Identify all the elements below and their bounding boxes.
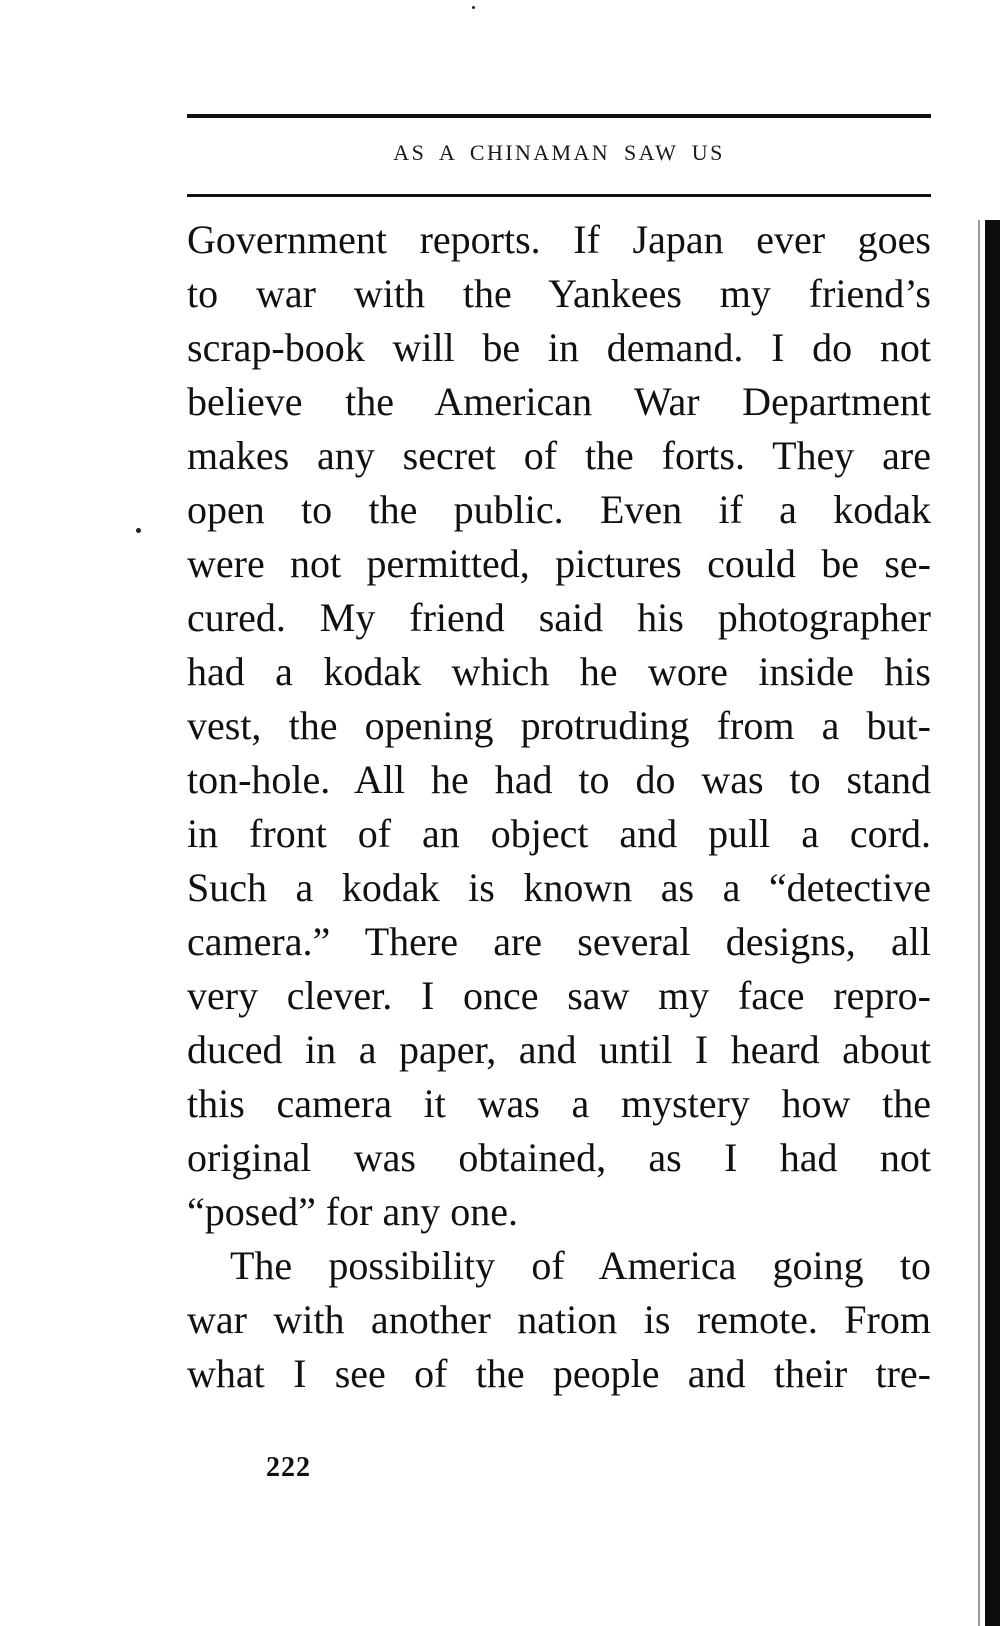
text-line: to war with the Yankees my friend’s xyxy=(187,271,931,316)
text-line: this camera it was a mystery how the xyxy=(187,1081,931,1126)
text-line: Government reports. If Japan ever goes xyxy=(187,217,931,262)
text-line: scrap-book will be in demand. I do not xyxy=(187,325,931,370)
scan-speck xyxy=(472,6,475,9)
text-line: “posed” for any one. xyxy=(187,1189,518,1234)
text-line: original was obtained, as I had not xyxy=(187,1135,931,1180)
scan-edge-line xyxy=(978,220,980,1626)
running-head: AS A CHINAMAN SAW US xyxy=(393,140,725,165)
scan-edge-shadow xyxy=(985,220,1000,1626)
text-line: makes any secret of the forts. They are xyxy=(187,433,931,478)
scan-speck xyxy=(136,528,141,533)
header-rule-bottom xyxy=(187,194,931,197)
text-line: believe the American War Department xyxy=(187,379,931,424)
text-line: camera.” There are several designs, all xyxy=(187,919,931,964)
text-line: what I see of the people and their tre- xyxy=(187,1351,931,1396)
text-line: war with another nation is remote. From xyxy=(187,1297,931,1342)
page-number: 222 xyxy=(266,1452,311,1483)
text-line: The possibility of America going to xyxy=(230,1243,931,1288)
text-line: duced in a paper, and until I heard about xyxy=(187,1027,931,1072)
text-line: Such a kodak is known as a “detective xyxy=(187,865,931,910)
text-line: in front of an object and pull a cord. xyxy=(187,811,931,856)
text-line: cured. My friend said his photographer xyxy=(187,595,931,640)
text-line: had a kodak which he wore inside his xyxy=(187,649,931,694)
text-line: very clever. I once saw my face repro- xyxy=(187,973,931,1018)
header-rule-top xyxy=(187,114,931,118)
text-line: open to the public. Even if a kodak xyxy=(187,487,931,532)
text-line: were not permitted, pictures could be se- xyxy=(187,541,931,586)
text-line: ton-hole. All he had to do was to stand xyxy=(187,757,931,802)
text-line: vest, the opening protruding from a but- xyxy=(187,703,931,748)
